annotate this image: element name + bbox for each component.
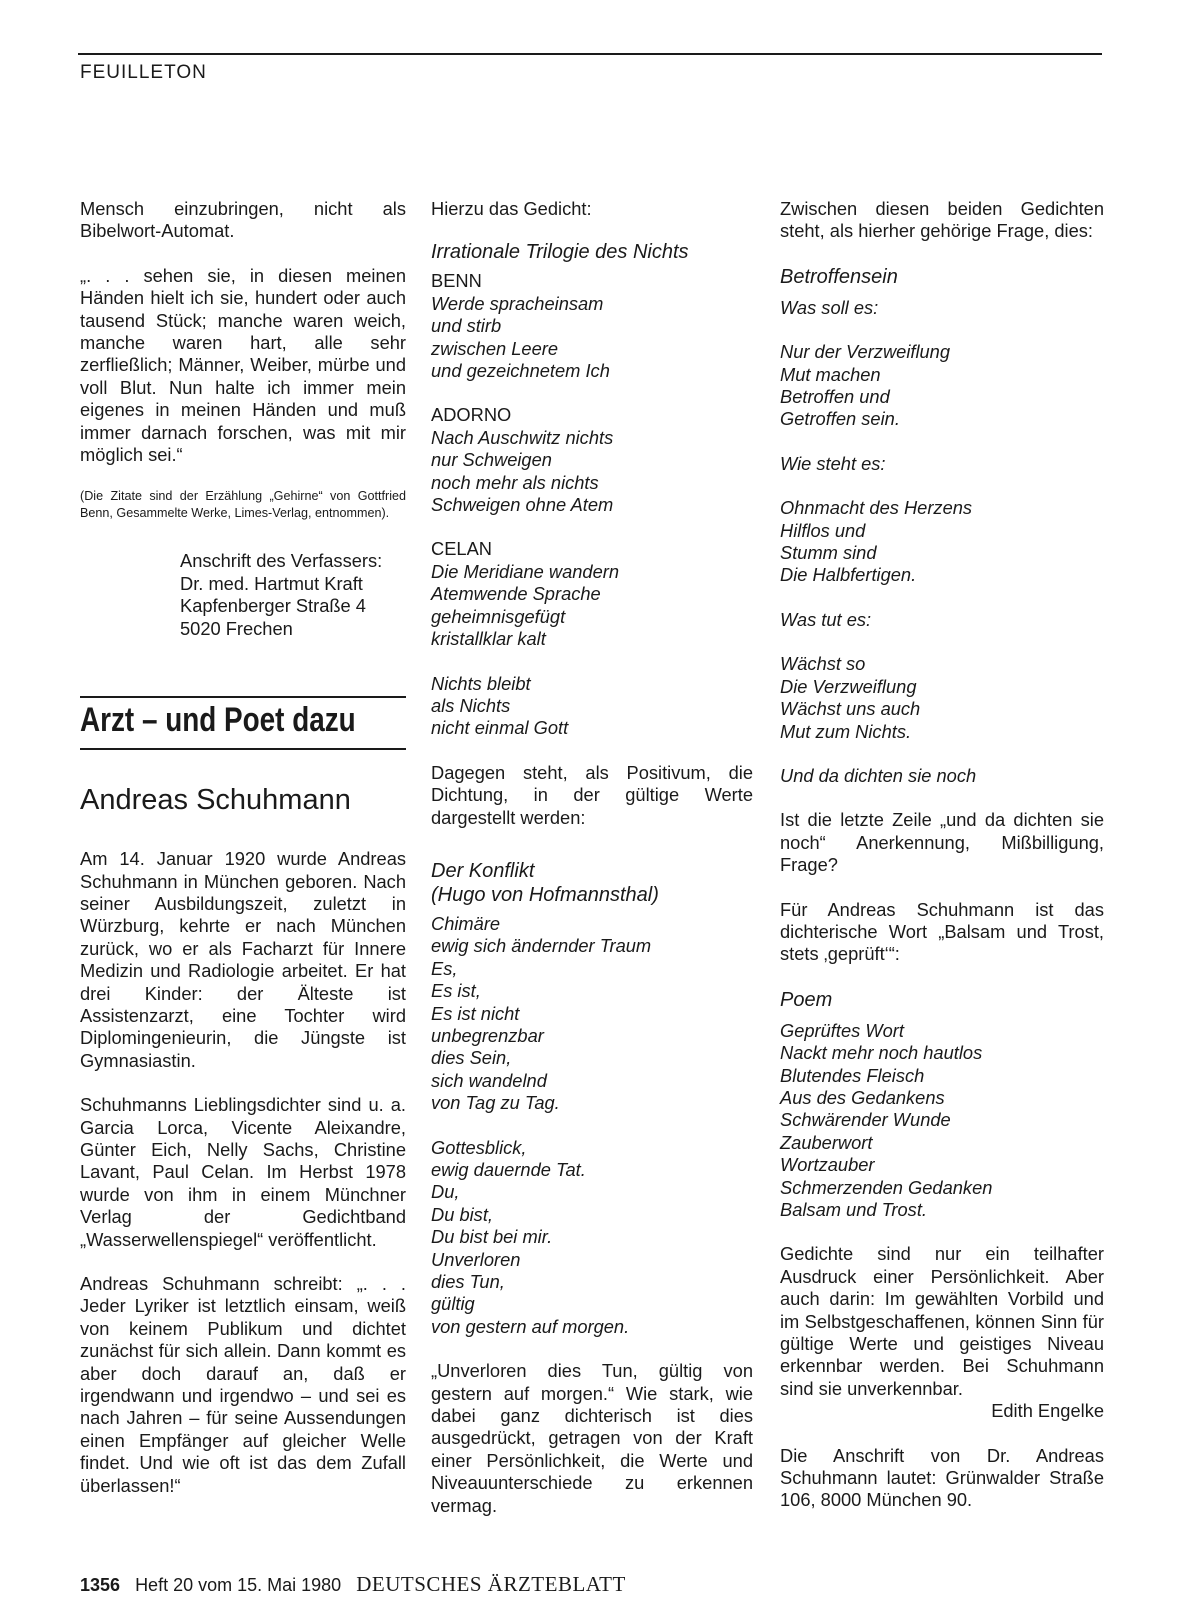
poem-stanza: Geprüftes Wort Nackt mehr noch hautlos Blutendes Fleisch Aus des Gedankens Schwärender Wunde Zauberwort Wortzauber Schmerzenden Gedanken Balsam und Trost. (780, 1019, 993, 1220)
page-footer (80, 1572, 626, 1597)
poem-line: Was soll es: (780, 296, 879, 318)
author-address: Anschrift des Verfassers: Dr. med. Hartmut Kraft Kapfenberger Straße 4 5020 Frechen (180, 550, 383, 639)
issue-info: Heft 20 vom 15. Mai 1980 (135, 1575, 342, 1595)
paragraph: Mensch einzubringen, nicht als Bibelwort-Automat. (80, 198, 406, 242)
paragraph: Hierzu das Gedicht: (431, 198, 592, 219)
masthead: DEUTSCHES ÄRZTEBLATT (356, 1572, 626, 1596)
quote-paragraph: „. . . sehen sie, in diesen meinen Händen hielt ich sie, hundert oder auch tausend Stück; manche waren weich, manche waren hart, alle sehr zerfließlich; Männer, Weiber, mürbe und voll Blut. Nun halte ich immer mein eigenes in meinen Händen und muß immer darnach forschen, was mit mir möglich sei.“ (80, 264, 406, 466)
column-2 (431, 198, 753, 1517)
paragraph: Am 14. Januar 1920 wurde Andreas Schuhmann in München geboren. Nach seiner Ausbildungszeit, zuletzt in Würzburg, kehrte er nach München zurück, wo er als Facharzt für Innere Medizin und Radiologie arbeitet. Er hat drei Kinder: der Älteste ist Assistenzarzt, eine Tochter wird Diplomingenieurin, die Jüngste ist Gymnasiastin. (80, 848, 406, 1071)
paragraph: „Unverloren dies Tun, gültig von gestern auf morgen.“ Wie stark, wie dabei ganz dichterisch ist dies ausgedrückt, getragen von der Kraft einer Persönlichkeit, die Werte und Niveauunterschiede zu erkennen vermag. (431, 1360, 753, 1516)
paragraph: Andreas Schuhmann schreibt: „. . . Jeder Lyriker ist letztlich einsam, weiß von keinem Publikum und dichtet zunächst für sich allein. Dann kommt es aber doch darauf an, daß er irgendwann und irgendwo – und sei es nach Jahren – für seine Aussendungen einen Empfänger auf gleicher Welle findet. Und wie oft ist das dem Zufall überlassen!“ (80, 1273, 406, 1496)
poem-stanza: Nur der Verzweiflung Mut machen Betroffen und Getroffen sein. (780, 341, 951, 430)
section-label: FEUILLETON (80, 62, 207, 83)
signature: Edith Engelke (991, 1400, 1104, 1422)
poem-title: Irrationale Trilogie des Nichts (431, 241, 689, 264)
article-headline: Arzt – und Poet dazu (80, 701, 356, 740)
poem-stanza: ADORNO Nach Auschwitz nichts nur Schweigen noch mehr als nichts Schweigen ohne Atem (431, 404, 614, 516)
column-3 (780, 198, 1104, 1512)
paragraph: Zwischen diesen beiden Gedichten steht, als hierher gehörige Frage, dies: (780, 198, 1104, 242)
poem-stanza: Gottesblick, ewig dauernde Tat. Du, Du bist, Du bist bei mir. Unverloren dies Tun, gültig von gestern auf morgen. (431, 1136, 630, 1337)
poem-stanza: CELAN Die Meridiane wandern Atemwende Sprache geheimnisgefügt kristallklar kalt (431, 538, 619, 650)
headline-rule-bottom (80, 748, 406, 750)
poem-title: Der Konflikt (Hugo von Hofmannsthal) (431, 859, 659, 906)
poem-stanza: BENN Werde spracheinsam und stirb zwischen Leere und gezeichnetem Ich (431, 270, 610, 382)
paragraph: Dagegen steht, als Positivum, die Dichtung, in der gültige Werte dargestellt werden: (431, 761, 753, 828)
paragraph: Gedichte sind nur ein teilhafter Ausdruck einer Persönlichkeit. Aber auch darin: Im gewählten Vorbild und im Selbstgeschaffenen, können Sinn für gültige Werte und geistiges Niveau erkennbar werden. Bei Schuhmann sind sie unverkennbar. (780, 1243, 1104, 1399)
poem-stanza: Nichts bleibt als Nichts nicht einmal Gott (431, 672, 569, 739)
poem-line: Was tut es: (780, 608, 872, 630)
poem-line: Wie steht es: (780, 452, 886, 474)
paragraph: Ist die letzte Zeile „und da dichten sie noch“ Anerkennung, Mißbilligung, Frage? (780, 809, 1104, 876)
poem-line: Und da dichten sie noch (780, 764, 977, 786)
paragraph: Die Anschrift von Dr. Andreas Schuhmann lautet: Grünwalder Straße 106, 8000 München 90. (780, 1444, 1104, 1511)
page-number: 1356 (80, 1575, 121, 1595)
poem-title: Betroffensein (780, 265, 898, 288)
poem-stanza: Chimäre ewig sich ändernder Traum Es, Es ist, Es ist nicht unbegrenzbar dies Sein, sich wandelnd von Tag zu Tag. (431, 912, 652, 1114)
poem-title: Poem (780, 988, 833, 1011)
article-subject: Andreas Schuhmann (80, 784, 351, 817)
paragraph: Schuhmanns Lieblingsdichter sind u. a. Garcia Lorca, Vicente Aleixandre, Günter Eich, Nelly Sachs, Christine Lavant, Paul Celan. Im Herbst 1978 wurde von ihm in einem Münchner Verlag der Gedichtband „Wasserwellenspiegel“ veröffentlicht. (80, 1094, 406, 1250)
column-1 (80, 198, 406, 1497)
poem-stanza: Ohnmacht des Herzens Hilflos und Stumm sind Die Halbfertigen. (780, 497, 973, 586)
citation-note: (Die Zitate sind der Erzählung „Gehirne“ von Gottfried Benn, Gesammelte Werke, Limes-Verlag, entnommen). (80, 489, 406, 521)
paragraph: Für Andreas Schuhmann ist das dichterische Wort „Balsam und Trost, stets ‚geprüft‘“: (780, 898, 1104, 965)
top-rule (78, 53, 1102, 55)
poem-stanza: Wächst so Die Verzweiflung Wächst uns auch Mut zum Nichts. (780, 653, 921, 742)
